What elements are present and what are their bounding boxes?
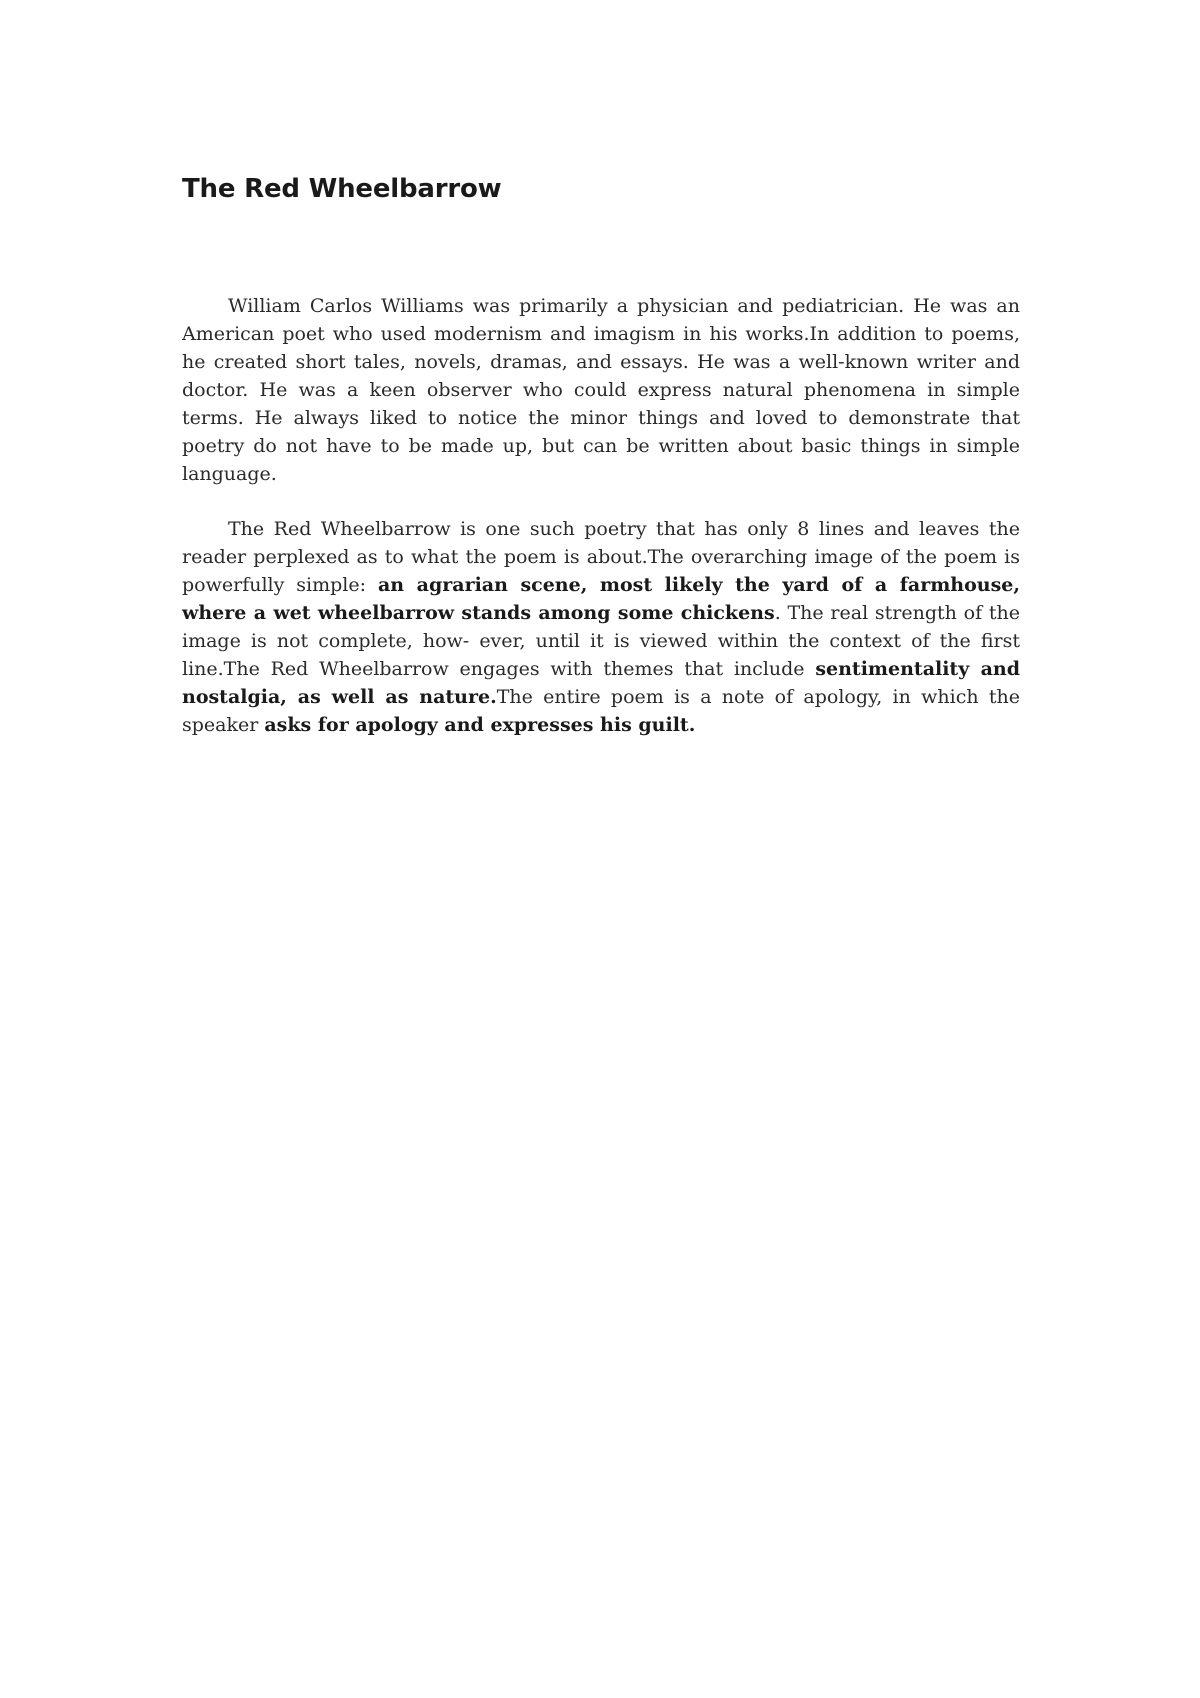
paragraph-2-bold-1: an agrarian scene, most likely the yard of a farmhouse, where a wet wheelbarrow stands among some chickens xyxy=(182,574,1021,624)
paragraph-2-text-1: The Red Wheelbarrow is one such poetry that has only 8 lines and leaves the reader perplexed as to what the poem is about.The overarching image of the poem is powerfully simple: xyxy=(182,518,1020,596)
paragraph-2 xyxy=(182,515,1020,739)
paragraph-2-text-3: The entire poem is a note of apology, in which the speaker xyxy=(182,686,1020,736)
paragraph-2-text-2: . The real strength of the image is not complete, how- ever, until it is viewed within the context of the first line.The Red Wheelbarrow engages with themes that include xyxy=(182,602,1020,680)
paragraph-2-bold-2: sentimentality and nostalgia, as well as nature. xyxy=(182,658,1020,708)
paragraph-1: William Carlos Williams was primarily a physician and pediatrician. He was an American poet who used modernism and imagism in his works.In addition to poems, he created short tales, novels, dramas, and essays. He was a well-known writer and doctor. He was a keen observer who could express natural phenomena in simple terms. He always liked to notice the minor things and loved to demonstrate that poetry do not have to be made up, but can be written about basic things in simple language. xyxy=(182,295,1020,485)
document-body xyxy=(182,292,1020,766)
document-title: The Red Wheelbarrow xyxy=(182,174,502,204)
paragraph-2-bold-3: asks for apology and expresses his guilt. xyxy=(264,714,696,736)
